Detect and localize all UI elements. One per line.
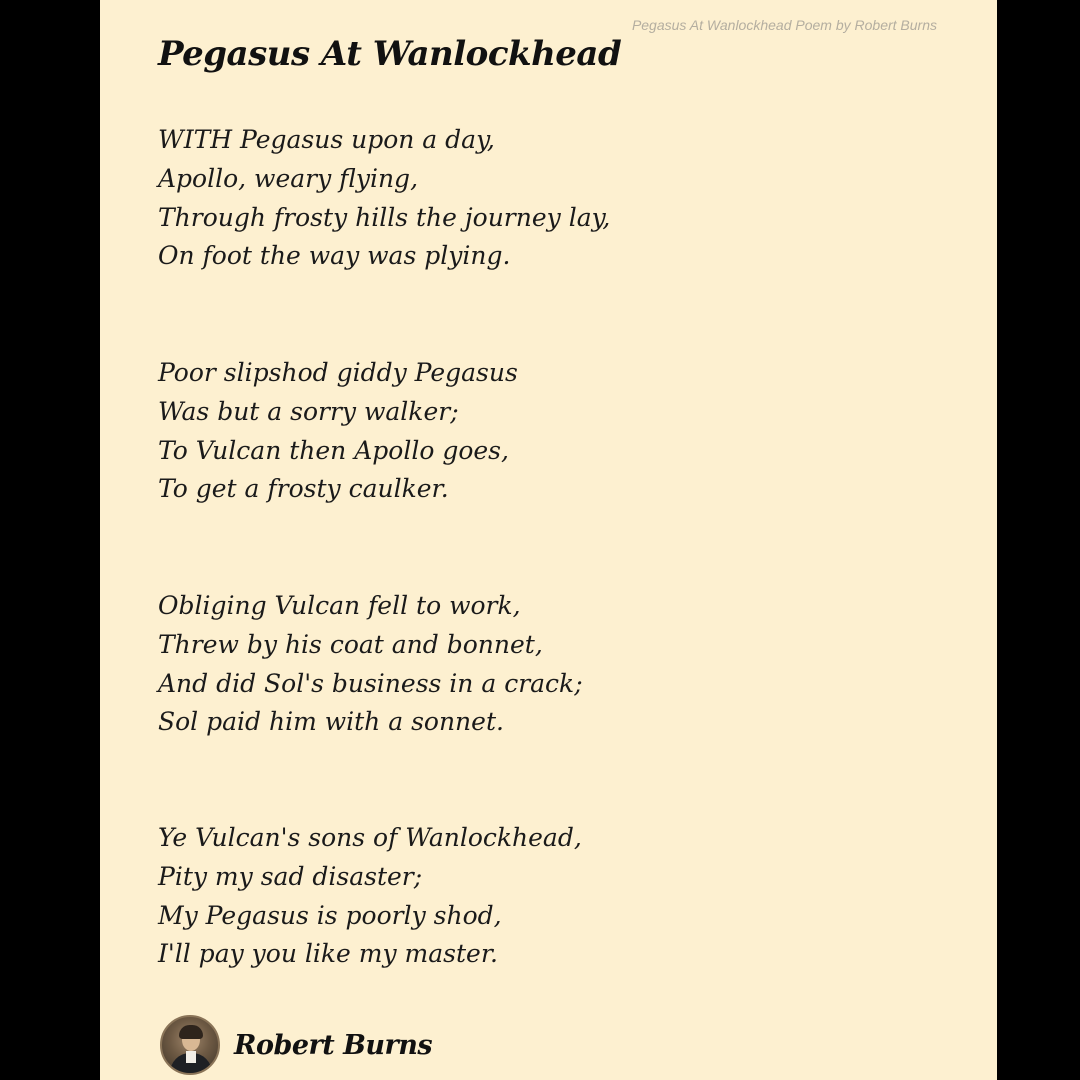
poem-line: Was but a sorry walker; <box>158 396 459 426</box>
poem-title: Pegasus At Wanlockhead <box>158 34 622 74</box>
stanza-3 <box>158 587 583 742</box>
poem-line: Threw by his coat and bonnet, <box>158 629 543 659</box>
poem-line: Poor slipshod giddy Pegasus <box>158 358 518 387</box>
author-name: Robert Burns <box>234 1029 433 1061</box>
poem-line: Ye Vulcan's sons of Wanlockhead, <box>158 823 582 852</box>
stanza-4 <box>158 819 582 974</box>
poem-line: Apollo, weary flying, <box>158 163 419 193</box>
watermark: Pegasus At Wanlockhead Poem by Robert Burns <box>631 17 937 33</box>
poem-line: To get a frosty caulker. <box>158 474 449 504</box>
stanza-1 <box>158 121 610 276</box>
poem-line: My Pegasus is poorly shod, <box>158 900 502 930</box>
stanza-2 <box>158 354 518 509</box>
poem-line: To Vulcan then Apollo goes, <box>158 435 509 465</box>
poem-line: Through frosty hills the journey lay, <box>158 202 611 232</box>
poem-line: On foot the way was plying. <box>158 241 511 271</box>
author-portrait-icon <box>160 1015 220 1075</box>
author-byline <box>160 1014 432 1076</box>
poem-line: I'll pay you like my master. <box>158 939 498 969</box>
poem-line: And did Sol's business in a crack; <box>158 668 583 698</box>
poem-line: Sol paid him with a sonnet. <box>158 707 504 737</box>
poem-line: WITH Pegasus upon a day, <box>158 125 495 154</box>
poem-line: Obliging Vulcan fell to work, <box>158 591 521 620</box>
poem-line: Pity my sad disaster; <box>158 861 423 891</box>
poem-page <box>100 0 997 1080</box>
